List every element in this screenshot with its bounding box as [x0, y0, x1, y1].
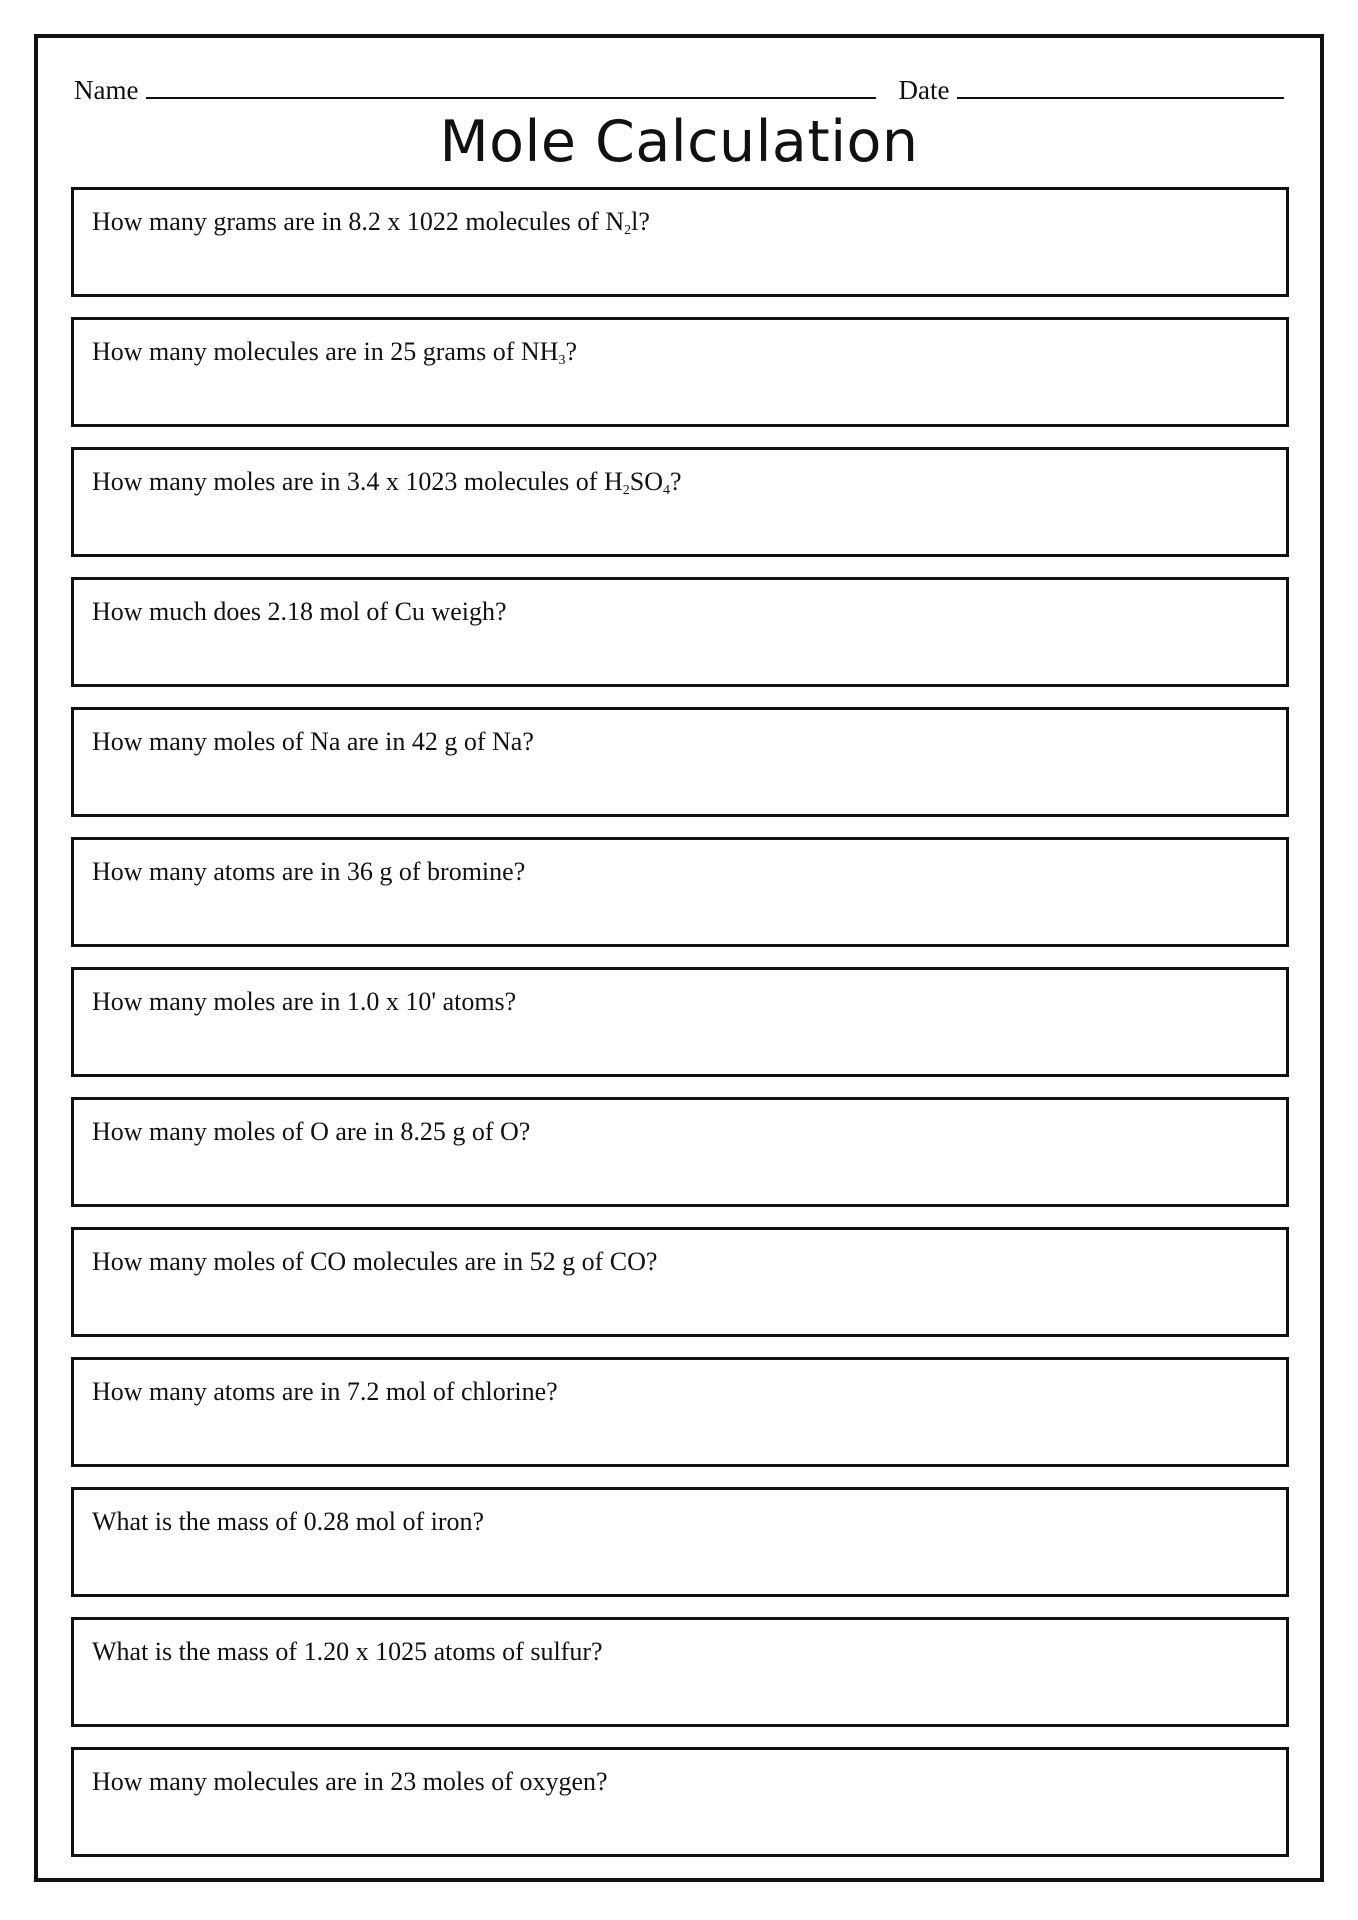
- question-box-6[interactable]: [71, 837, 1289, 947]
- question-box-4[interactable]: [71, 577, 1289, 687]
- question-text: How many atoms are in 7.2 mol of chlorine?: [92, 1377, 558, 1406]
- question-box-2[interactable]: [71, 317, 1289, 427]
- worksheet-frame: [34, 34, 1324, 1882]
- question-text: How many moles of O are in 8.25 g of O?: [92, 1117, 531, 1146]
- question-text: How many molecules are in 25 grams of $NH_3$?: [92, 337, 577, 368]
- name-field[interactable]: [146, 97, 876, 99]
- page-title: Mole Calculation: [439, 109, 919, 175]
- question-text: How many grams are in 8.2 x 1022 molecules of $N_2l$?: [92, 207, 650, 238]
- question-box-9[interactable]: [71, 1227, 1289, 1337]
- question-text: How many moles are in 1.0 x 10' atoms?: [92, 987, 517, 1016]
- question-box-3[interactable]: [71, 447, 1289, 557]
- question-box-10[interactable]: [71, 1357, 1289, 1467]
- date-field[interactable]: [957, 97, 1284, 99]
- question-box-11[interactable]: [71, 1487, 1289, 1597]
- question-text: What is the mass of 0.28 mol of iron?: [92, 1507, 485, 1536]
- question-text: How many moles of Na are in 42 g of Na?: [92, 727, 534, 756]
- question-box-7[interactable]: [71, 967, 1289, 1077]
- question-box-12[interactable]: [71, 1617, 1289, 1727]
- question-text: How much does 2.18 mol of Cu weigh?: [92, 597, 507, 626]
- header-row: [74, 66, 1284, 106]
- question-text: What is the mass of 1.20 x 1025 atoms of sulfur?: [92, 1637, 603, 1666]
- question-text: How many moles of CO molecules are in 52 g of CO?: [92, 1247, 658, 1276]
- question-box-13[interactable]: [71, 1747, 1289, 1857]
- question-list: [71, 187, 1289, 1877]
- date-label: Date: [898, 75, 950, 105]
- name-label: Name: [74, 75, 139, 105]
- question-box-5[interactable]: [71, 707, 1289, 817]
- question-box-8[interactable]: [71, 1097, 1289, 1207]
- question-box-1[interactable]: [71, 187, 1289, 297]
- question-text: How many moles are in 3.4 x 1023 molecules of $H_2SO_4$?: [92, 467, 682, 498]
- question-text: How many molecules are in 23 moles of oxygen?: [92, 1767, 608, 1796]
- question-text: How many atoms are in 36 g of bromine?: [92, 857, 526, 886]
